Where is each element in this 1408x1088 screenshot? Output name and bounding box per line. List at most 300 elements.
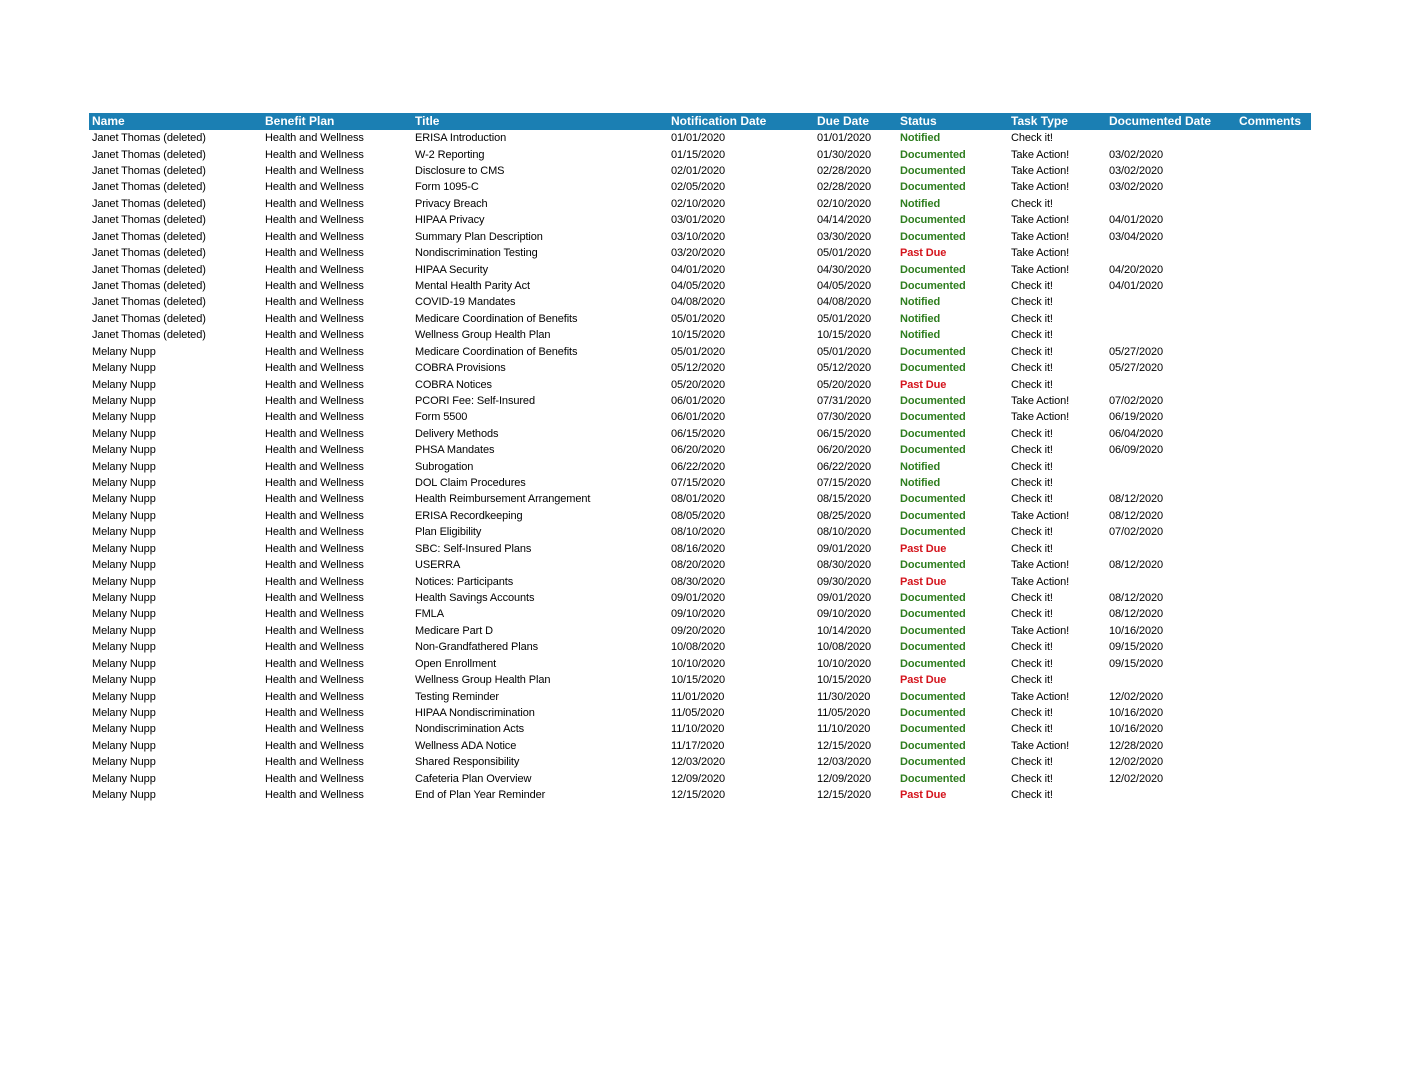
cell-comments xyxy=(1236,261,1311,277)
cell-comments xyxy=(1236,573,1311,589)
cell-name: Janet Thomas (deleted) xyxy=(92,214,206,227)
cell-due-date: 05/01/2020 xyxy=(817,247,872,260)
cell-status: Documented xyxy=(900,214,966,227)
cell-benefit-plan: Health and Wellness xyxy=(265,575,364,588)
cell-notification-date: 10/10/2020 xyxy=(671,657,726,670)
cell-notification-date: 06/22/2020 xyxy=(671,460,726,473)
cell-task-type: Take Action! xyxy=(1011,411,1070,424)
cell-benefit-plan: Health and Wellness xyxy=(265,789,364,802)
cell-due-date: 07/31/2020 xyxy=(817,394,872,407)
cell-documented-date xyxy=(1106,787,1236,803)
cell-benefit-plan: Health and Wellness xyxy=(265,296,364,309)
table-row xyxy=(89,245,1311,261)
cell-notification-date: 08/16/2020 xyxy=(671,542,726,555)
cell-benefit-plan: Health and Wellness xyxy=(265,460,364,473)
cell-documented-date xyxy=(1106,311,1236,327)
cell-due-date: 11/10/2020 xyxy=(817,723,871,736)
cell-task-type: Check it! xyxy=(1011,608,1053,621)
cell-comments xyxy=(1236,787,1311,803)
cell-task-type: Check it! xyxy=(1011,296,1053,309)
cell-title: Plan Eligibility xyxy=(415,526,482,539)
cell-benefit-plan: Health and Wellness xyxy=(265,739,364,752)
cell-due-date: 03/30/2020 xyxy=(817,230,872,243)
table-row xyxy=(89,573,1311,589)
cell-benefit-plan: Health and Wellness xyxy=(265,214,364,227)
cell-documented-date: 08/12/2020 xyxy=(1109,559,1164,572)
cell-task-type: Check it! xyxy=(1011,378,1053,391)
column-header-notification-date: Notification Date xyxy=(668,113,814,130)
cell-title: Medicare Coordination of Benefits xyxy=(415,312,578,325)
cell-documented-date: 09/15/2020 xyxy=(1109,657,1164,670)
cell-name: Janet Thomas (deleted) xyxy=(92,312,206,325)
cell-name: Janet Thomas (deleted) xyxy=(92,197,206,210)
cell-benefit-plan: Health and Wellness xyxy=(265,312,364,325)
cell-notification-date: 07/15/2020 xyxy=(671,477,726,490)
report-sheet xyxy=(89,113,1311,803)
column-header-status: Status xyxy=(897,113,1008,130)
cell-name: Melany Nupp xyxy=(92,460,156,473)
cell-title: COBRA Notices xyxy=(415,378,492,391)
cell-title: PCORI Fee: Self-Insured xyxy=(415,394,535,407)
cell-status: Notified xyxy=(900,329,941,342)
table-row xyxy=(89,754,1311,770)
cell-benefit-plan: Health and Wellness xyxy=(265,690,364,703)
cell-due-date: 10/15/2020 xyxy=(817,329,872,342)
cell-name: Melany Nupp xyxy=(92,394,156,407)
cell-comments xyxy=(1236,327,1311,343)
table-row xyxy=(89,343,1311,359)
cell-title: Shared Responsibility xyxy=(415,756,520,769)
cell-due-date: 06/15/2020 xyxy=(817,427,872,440)
cell-due-date: 04/14/2020 xyxy=(817,214,872,227)
table-row xyxy=(89,639,1311,655)
cell-status: Documented xyxy=(900,493,966,506)
cell-comments xyxy=(1236,475,1311,491)
cell-comments xyxy=(1236,623,1311,639)
cell-due-date: 04/08/2020 xyxy=(817,296,872,309)
cell-due-date: 07/30/2020 xyxy=(817,411,872,424)
cell-documented-date: 12/28/2020 xyxy=(1109,739,1164,752)
cell-documented-date: 07/02/2020 xyxy=(1109,394,1164,407)
table-row xyxy=(89,688,1311,704)
column-header-due-date: Due Date xyxy=(814,113,897,130)
cell-name: Janet Thomas (deleted) xyxy=(92,263,206,276)
cell-documented-date: 04/01/2020 xyxy=(1109,280,1164,292)
cell-comments xyxy=(1236,278,1311,294)
cell-due-date: 12/15/2020 xyxy=(817,739,872,752)
cell-task-type: Take Action! xyxy=(1011,509,1070,522)
cell-notification-date: 12/03/2020 xyxy=(671,756,726,769)
cell-name: Melany Nupp xyxy=(92,444,156,457)
cell-comments xyxy=(1236,343,1311,359)
cell-title: Testing Reminder xyxy=(415,690,499,703)
cell-title: Form 1095-C xyxy=(415,181,479,194)
cell-notification-date: 03/10/2020 xyxy=(671,230,726,243)
cell-notification-date: 11/05/2020 xyxy=(671,706,725,719)
cell-name: Melany Nupp xyxy=(92,706,156,719)
cell-notification-date: 04/01/2020 xyxy=(671,263,726,276)
cell-status: Documented xyxy=(900,230,966,243)
cell-documented-date: 08/12/2020 xyxy=(1109,493,1164,506)
cell-comments xyxy=(1236,360,1311,376)
cell-title: Privacy Breach xyxy=(415,197,488,210)
cell-documented-date xyxy=(1106,573,1236,589)
cell-due-date: 05/01/2020 xyxy=(817,345,872,358)
cell-comments xyxy=(1236,163,1311,179)
cell-documented-date: 10/16/2020 xyxy=(1109,723,1164,736)
cell-task-type: Check it! xyxy=(1011,789,1053,802)
cell-name: Melany Nupp xyxy=(92,559,156,572)
cell-notification-date: 06/20/2020 xyxy=(671,444,726,457)
cell-title: USERRA xyxy=(415,559,461,572)
cell-title: Mental Health Parity Act xyxy=(415,280,530,292)
compliance-task-table xyxy=(89,113,1311,803)
cell-title: Nondiscrimination Testing xyxy=(415,247,538,260)
cell-due-date: 02/28/2020 xyxy=(817,165,872,178)
cell-benefit-plan: Health and Wellness xyxy=(265,247,364,260)
cell-title: Subrogation xyxy=(415,460,474,473)
cell-title: DOL Claim Procedures xyxy=(415,477,526,490)
cell-task-type: Check it! xyxy=(1011,460,1053,473)
cell-comments xyxy=(1236,508,1311,524)
cell-documented-date: 07/02/2020 xyxy=(1109,526,1164,539)
cell-due-date: 02/28/2020 xyxy=(817,181,872,194)
cell-documented-date: 06/19/2020 xyxy=(1109,411,1164,424)
cell-title: Delivery Methods xyxy=(415,427,499,440)
cell-title: Medicare Coordination of Benefits xyxy=(415,345,578,358)
table-row xyxy=(89,557,1311,573)
cell-benefit-plan: Health and Wellness xyxy=(265,230,364,243)
cell-task-type: Check it! xyxy=(1011,674,1053,687)
table-row xyxy=(89,311,1311,327)
cell-task-type: Take Action! xyxy=(1011,181,1070,194)
cell-name: Melany Nupp xyxy=(92,756,156,769)
cell-due-date: 10/14/2020 xyxy=(817,624,872,637)
cell-status: Documented xyxy=(900,444,966,457)
cell-task-type: Take Action! xyxy=(1011,575,1070,588)
cell-name: Melany Nupp xyxy=(92,789,156,802)
cell-status: Past Due xyxy=(900,674,947,687)
cell-notification-date: 10/08/2020 xyxy=(671,641,726,654)
table-row xyxy=(89,524,1311,540)
table-row xyxy=(89,590,1311,606)
cell-status: Notified xyxy=(900,312,941,325)
cell-status: Documented xyxy=(900,181,966,194)
cell-task-type: Take Action! xyxy=(1011,690,1070,703)
cell-notification-date: 11/10/2020 xyxy=(671,723,725,736)
cell-documented-date: 10/16/2020 xyxy=(1109,706,1164,719)
cell-benefit-plan: Health and Wellness xyxy=(265,592,364,605)
cell-status: Notified xyxy=(900,197,941,210)
cell-task-type: Take Action! xyxy=(1011,230,1070,243)
cell-status: Notified xyxy=(900,296,941,309)
cell-benefit-plan: Health and Wellness xyxy=(265,345,364,358)
cell-title: Notices: Participants xyxy=(415,575,514,588)
cell-title: Form 5500 xyxy=(415,411,468,424)
cell-documented-date: 04/20/2020 xyxy=(1109,263,1164,276)
cell-task-type: Check it! xyxy=(1011,444,1053,457)
cell-due-date: 11/05/2020 xyxy=(817,706,871,719)
cell-comments xyxy=(1236,179,1311,195)
cell-status: Documented xyxy=(900,641,966,654)
cell-comments xyxy=(1236,212,1311,228)
cell-title: Non-Grandfathered Plans xyxy=(415,641,539,654)
cell-notification-date: 08/01/2020 xyxy=(671,493,726,506)
cell-comments xyxy=(1236,409,1311,425)
cell-comments xyxy=(1236,376,1311,392)
cell-task-type: Take Action! xyxy=(1011,263,1070,276)
table-row xyxy=(89,130,1311,146)
cell-task-type: Check it! xyxy=(1011,345,1053,358)
cell-notification-date: 11/17/2020 xyxy=(671,739,725,752)
cell-documented-date xyxy=(1106,196,1236,212)
table-row xyxy=(89,376,1311,392)
table-row xyxy=(89,212,1311,228)
table-row xyxy=(89,721,1311,737)
cell-documented-date: 06/04/2020 xyxy=(1109,427,1164,440)
table-row xyxy=(89,738,1311,754)
cell-benefit-plan: Health and Wellness xyxy=(265,723,364,736)
cell-notification-date: 04/08/2020 xyxy=(671,296,726,309)
cell-status: Documented xyxy=(900,526,966,539)
cell-task-type: Take Action! xyxy=(1011,739,1070,752)
cell-status: Documented xyxy=(900,362,966,375)
cell-name: Janet Thomas (deleted) xyxy=(92,230,206,243)
cell-title: End of Plan Year Reminder xyxy=(415,789,546,802)
cell-documented-date: 09/15/2020 xyxy=(1109,641,1164,654)
column-header-comments: Comments xyxy=(1236,113,1311,130)
cell-name: Melany Nupp xyxy=(92,493,156,506)
table-row xyxy=(89,360,1311,376)
cell-comments xyxy=(1236,639,1311,655)
column-header-title: Title xyxy=(412,113,668,130)
cell-status: Past Due xyxy=(900,789,947,802)
table-row xyxy=(89,294,1311,310)
cell-benefit-plan: Health and Wellness xyxy=(265,394,364,407)
cell-name: Melany Nupp xyxy=(92,477,156,490)
cell-title: Open Enrollment xyxy=(415,657,497,670)
table-row xyxy=(89,261,1311,277)
cell-name: Janet Thomas (deleted) xyxy=(92,132,206,145)
cell-notification-date: 12/09/2020 xyxy=(671,772,726,785)
cell-task-type: Check it! xyxy=(1011,329,1053,342)
cell-status: Documented xyxy=(900,706,966,719)
cell-notification-date: 10/15/2020 xyxy=(671,329,726,342)
cell-name: Janet Thomas (deleted) xyxy=(92,296,206,309)
cell-documented-date: 12/02/2020 xyxy=(1109,690,1164,703)
cell-title: FMLA xyxy=(415,608,444,621)
cell-title: SBC: Self-Insured Plans xyxy=(415,542,532,555)
cell-task-type: Take Action! xyxy=(1011,559,1070,572)
cell-name: Melany Nupp xyxy=(92,575,156,588)
cell-task-type: Check it! xyxy=(1011,362,1053,375)
cell-documented-date: 08/12/2020 xyxy=(1109,608,1164,621)
cell-documented-date xyxy=(1106,475,1236,491)
cell-comments xyxy=(1236,705,1311,721)
cell-comments xyxy=(1236,196,1311,212)
cell-status: Notified xyxy=(900,132,941,145)
cell-name: Melany Nupp xyxy=(92,608,156,621)
cell-name: Janet Thomas (deleted) xyxy=(92,247,206,260)
cell-title: Health Reimbursement Arrangement xyxy=(415,493,591,506)
column-header-task-type: Task Type xyxy=(1008,113,1106,130)
cell-name: Melany Nupp xyxy=(92,723,156,736)
cell-documented-date xyxy=(1106,294,1236,310)
cell-comments xyxy=(1236,754,1311,770)
cell-benefit-plan: Health and Wellness xyxy=(265,559,364,572)
cell-comments xyxy=(1236,146,1311,162)
cell-title: HIPAA Privacy xyxy=(415,214,485,227)
cell-status: Past Due xyxy=(900,542,947,555)
cell-name: Melany Nupp xyxy=(92,362,156,375)
cell-due-date: 05/12/2020 xyxy=(817,362,872,375)
cell-status: Past Due xyxy=(900,575,947,588)
cell-name: Melany Nupp xyxy=(92,526,156,539)
cell-comments xyxy=(1236,688,1311,704)
table-row xyxy=(89,705,1311,721)
cell-notification-date: 10/15/2020 xyxy=(671,674,726,687)
cell-task-type: Check it! xyxy=(1011,427,1053,440)
cell-comments xyxy=(1236,245,1311,261)
cell-comments xyxy=(1236,294,1311,310)
cell-name: Janet Thomas (deleted) xyxy=(92,329,206,342)
cell-status: Documented xyxy=(900,411,966,424)
cell-due-date: 02/10/2020 xyxy=(817,197,872,210)
column-header-name: Name xyxy=(89,113,262,130)
cell-name: Melany Nupp xyxy=(92,509,156,522)
cell-notification-date: 04/05/2020 xyxy=(671,280,726,292)
cell-benefit-plan: Health and Wellness xyxy=(265,444,364,457)
cell-due-date: 10/08/2020 xyxy=(817,641,872,654)
cell-title: Wellness Group Health Plan xyxy=(415,329,551,342)
cell-documented-date xyxy=(1106,672,1236,688)
cell-benefit-plan: Health and Wellness xyxy=(265,411,364,424)
cell-name: Melany Nupp xyxy=(92,641,156,654)
cell-comments xyxy=(1236,524,1311,540)
cell-task-type: Check it! xyxy=(1011,197,1053,210)
cell-comments xyxy=(1236,311,1311,327)
table-row xyxy=(89,393,1311,409)
cell-documented-date: 03/04/2020 xyxy=(1109,230,1164,243)
table-row xyxy=(89,278,1311,294)
table-row xyxy=(89,770,1311,786)
cell-name: Melany Nupp xyxy=(92,427,156,440)
table-header-row xyxy=(89,113,1311,130)
cell-notification-date: 05/01/2020 xyxy=(671,312,726,325)
cell-comments xyxy=(1236,426,1311,442)
cell-title: Cafeteria Plan Overview xyxy=(415,772,532,785)
cell-due-date: 12/15/2020 xyxy=(817,789,872,802)
cell-notification-date: 08/20/2020 xyxy=(671,559,726,572)
cell-task-type: Check it! xyxy=(1011,641,1053,654)
cell-comments xyxy=(1236,130,1311,146)
cell-documented-date: 10/16/2020 xyxy=(1109,624,1164,637)
cell-title: HIPAA Security xyxy=(415,263,488,276)
cell-notification-date: 03/20/2020 xyxy=(671,247,726,260)
cell-notification-date: 01/01/2020 xyxy=(671,132,726,145)
cell-status: Documented xyxy=(900,608,966,621)
cell-comments xyxy=(1236,738,1311,754)
cell-comments xyxy=(1236,721,1311,737)
cell-name: Melany Nupp xyxy=(92,772,156,785)
cell-documented-date xyxy=(1106,458,1236,474)
cell-notification-date: 12/15/2020 xyxy=(671,789,726,802)
cell-title: COVID-19 Mandates xyxy=(415,296,516,309)
cell-name: Melany Nupp xyxy=(92,657,156,670)
cell-status: Documented xyxy=(900,756,966,769)
cell-title: HIPAA Nondiscrimination xyxy=(415,706,535,719)
table-row xyxy=(89,426,1311,442)
cell-status: Documented xyxy=(900,657,966,670)
cell-status: Documented xyxy=(900,690,966,703)
cell-benefit-plan: Health and Wellness xyxy=(265,263,364,276)
table-row xyxy=(89,327,1311,343)
cell-benefit-plan: Health and Wellness xyxy=(265,165,364,178)
cell-status: Documented xyxy=(900,394,966,407)
cell-benefit-plan: Health and Wellness xyxy=(265,526,364,539)
cell-documented-date: 08/12/2020 xyxy=(1109,592,1164,605)
cell-documented-date xyxy=(1106,130,1236,146)
table-row xyxy=(89,409,1311,425)
cell-status: Documented xyxy=(900,509,966,522)
table-row xyxy=(89,508,1311,524)
cell-name: Melany Nupp xyxy=(92,542,156,555)
cell-benefit-plan: Health and Wellness xyxy=(265,181,364,194)
table-row xyxy=(89,146,1311,162)
cell-benefit-plan: Health and Wellness xyxy=(265,657,364,670)
cell-benefit-plan: Health and Wellness xyxy=(265,674,364,687)
cell-status: Documented xyxy=(900,772,966,785)
cell-title: ERISA Introduction xyxy=(415,132,507,145)
cell-benefit-plan: Health and Wellness xyxy=(265,772,364,785)
cell-documented-date xyxy=(1106,245,1236,261)
cell-due-date: 08/30/2020 xyxy=(817,559,872,572)
cell-status: Documented xyxy=(900,723,966,736)
cell-benefit-plan: Health and Wellness xyxy=(265,493,364,506)
cell-task-type: Check it! xyxy=(1011,542,1053,555)
cell-status: Documented xyxy=(900,165,966,178)
cell-benefit-plan: Health and Wellness xyxy=(265,280,364,292)
cell-notification-date: 08/10/2020 xyxy=(671,526,726,539)
cell-title: COBRA Provisions xyxy=(415,362,506,375)
cell-task-type: Take Action! xyxy=(1011,148,1070,161)
cell-status: Documented xyxy=(900,739,966,752)
cell-name: Melany Nupp xyxy=(92,378,156,391)
cell-documented-date: 05/27/2020 xyxy=(1109,362,1164,375)
cell-documented-date: 08/12/2020 xyxy=(1109,509,1164,522)
cell-status: Documented xyxy=(900,559,966,572)
cell-comments xyxy=(1236,590,1311,606)
cell-task-type: Check it! xyxy=(1011,723,1053,736)
cell-name: Janet Thomas (deleted) xyxy=(92,165,206,178)
cell-title: Medicare Part D xyxy=(415,624,493,637)
cell-comments xyxy=(1236,491,1311,507)
table-row xyxy=(89,606,1311,622)
cell-documented-date: 05/27/2020 xyxy=(1109,345,1164,358)
cell-documented-date: 06/09/2020 xyxy=(1109,444,1164,457)
cell-benefit-plan: Health and Wellness xyxy=(265,624,364,637)
cell-name: Melany Nupp xyxy=(92,345,156,358)
cell-due-date: 09/10/2020 xyxy=(817,608,872,621)
cell-notification-date: 08/05/2020 xyxy=(671,509,726,522)
cell-task-type: Check it! xyxy=(1011,132,1053,145)
cell-documented-date: 04/01/2020 xyxy=(1109,214,1164,227)
cell-due-date: 01/30/2020 xyxy=(817,148,872,161)
cell-status: Documented xyxy=(900,148,966,161)
cell-title: PHSA Mandates xyxy=(415,444,495,457)
cell-task-type: Take Action! xyxy=(1011,165,1070,178)
cell-due-date: 10/15/2020 xyxy=(817,674,872,687)
